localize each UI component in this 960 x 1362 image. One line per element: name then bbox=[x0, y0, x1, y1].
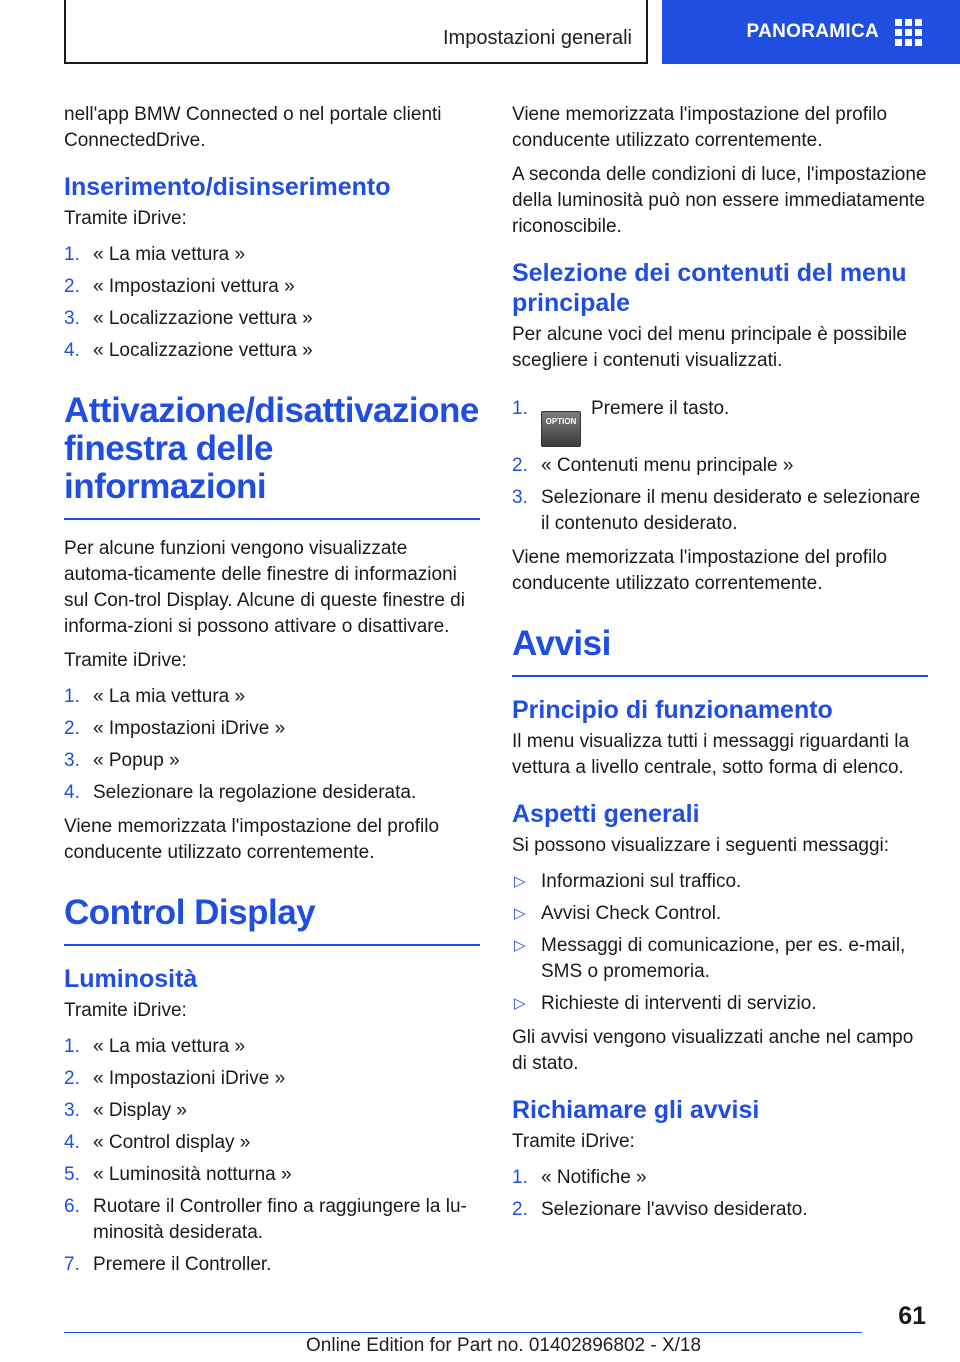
bullet-text: Messaggi di comunicazione, per es. e-mail, SMS o promemoria. bbox=[541, 935, 906, 982]
intro-text: nell'app BMW Connected o nel portale clienti ConnectedDrive. bbox=[64, 104, 442, 151]
step-number: 1. bbox=[512, 1167, 528, 1188]
header-section-box bbox=[64, 0, 648, 64]
step-text: « Control display » bbox=[93, 1132, 251, 1153]
list-item bbox=[64, 1252, 480, 1278]
steps-menu-principale bbox=[512, 396, 928, 537]
step-number: 1. bbox=[64, 686, 80, 707]
heading-attivazione: Attivazione/disattivazione finestra delle informazioni bbox=[64, 392, 480, 520]
list-item bbox=[64, 274, 480, 300]
bullet-text: Informazioni sul traffico. bbox=[541, 871, 742, 892]
heading-aspetti: Aspetti generali bbox=[512, 800, 700, 828]
note-profile-2: Viene memorizzata l'impostazione del profilo conducente utilizzato correntemente. bbox=[512, 104, 888, 151]
step-text: « Popup » bbox=[93, 750, 180, 771]
step-text: « Localizzazione vettura » bbox=[93, 308, 313, 329]
list-item bbox=[64, 1130, 480, 1156]
steps-luminosita bbox=[64, 1034, 480, 1278]
step-number: 4. bbox=[64, 1132, 80, 1153]
heading-control-display: Control Display bbox=[64, 894, 480, 946]
step-number: 3. bbox=[64, 308, 80, 329]
step-number: 2. bbox=[512, 455, 528, 476]
bullet-text: Richieste di interventi di servizio. bbox=[541, 993, 817, 1014]
step-number: 4. bbox=[64, 782, 80, 803]
bullets-messaggi bbox=[512, 869, 928, 1017]
list-item bbox=[512, 1165, 928, 1191]
bullet-triangle-icon: ▷ bbox=[514, 905, 526, 922]
step-text: Premere il Controller. bbox=[93, 1254, 272, 1275]
lead-idrive-3: Tramite iDrive: bbox=[64, 1000, 187, 1021]
step-text: « Luminosità notturna » bbox=[93, 1164, 292, 1185]
step-number: 2. bbox=[512, 1199, 528, 1220]
list-item bbox=[512, 869, 928, 895]
step-number: 2. bbox=[64, 1068, 80, 1089]
edition-text: Online Edition for Part no. 01402896802 - X/18 bbox=[306, 1335, 702, 1356]
step-number: 3. bbox=[64, 750, 80, 771]
step-text: « Notifiche » bbox=[541, 1167, 647, 1188]
option-button-icon: OPTION bbox=[541, 411, 581, 447]
step-number: 6. bbox=[64, 1196, 80, 1217]
list-item bbox=[64, 684, 480, 710]
step-number: 1. bbox=[64, 244, 80, 265]
steps-inserimento bbox=[64, 242, 480, 364]
para-attivazione: Per alcune funzioni vengono visualizzate automa-ticamente delle finestre di informazioni sul Con-trol Display. Alcune di queste finestre di informa-zioni si possono attivare o disattivare. bbox=[64, 538, 465, 637]
step-text: « Display » bbox=[93, 1100, 187, 1121]
step-text: « La mia vettura » bbox=[93, 244, 246, 265]
step-text: « Impostazioni vettura » bbox=[93, 276, 295, 297]
section-title: Impostazioni generali bbox=[443, 27, 632, 49]
bullet-triangle-icon: ▷ bbox=[514, 995, 526, 1012]
step-text: « Impostazioni iDrive » bbox=[93, 718, 286, 739]
heading-luminosita: Luminosità bbox=[64, 965, 198, 993]
step-number: 1. bbox=[64, 1036, 80, 1057]
footer-divider bbox=[64, 1332, 862, 1333]
heading-principio: Principio di funzionamento bbox=[512, 696, 833, 724]
step-number: 1. bbox=[512, 398, 528, 419]
right-column bbox=[512, 102, 928, 1231]
step-text: « Localizzazione vettura » bbox=[93, 340, 313, 361]
para-menu-principale: Per alcune voci del menu principale è possibile scegliere i contenuti visualizzati. bbox=[512, 324, 908, 371]
para-aspetti: Si possono visualizzare i seguenti messaggi: bbox=[512, 835, 890, 856]
grid-icon bbox=[895, 19, 922, 46]
list-item bbox=[512, 485, 928, 537]
heading-richiamare: Richiamare gli avvisi bbox=[512, 1096, 760, 1124]
para-stato: Gli avvisi vengono visualizzati anche nel campo di stato. bbox=[512, 1027, 914, 1074]
heading-inserimento: Inserimento/disinserimento bbox=[64, 173, 391, 201]
list-item bbox=[64, 1162, 480, 1188]
step-text: Selezionare l'avviso desiderato. bbox=[541, 1199, 808, 1220]
page-number: 61 bbox=[898, 1302, 926, 1330]
list-item bbox=[64, 780, 480, 806]
overview-tab-label: PANORAMICA bbox=[746, 21, 879, 42]
note-profile-1: Viene memorizzata l'impostazione del profilo conducente utilizzato correntemente. bbox=[64, 816, 440, 863]
step-number: 2. bbox=[64, 276, 80, 297]
step-text: « Impostazioni iDrive » bbox=[93, 1068, 286, 1089]
bullet-text: Avvisi Check Control. bbox=[541, 903, 722, 924]
bullet-triangle-icon: ▷ bbox=[514, 937, 526, 954]
step-number: 3. bbox=[512, 487, 528, 508]
step-number: 5. bbox=[64, 1164, 80, 1185]
step-text: Selezionare il menu desiderato e selezionare il contenuto desiderato. bbox=[541, 487, 921, 534]
list-item bbox=[64, 1194, 480, 1246]
lead-idrive-2: Tramite iDrive: bbox=[64, 650, 187, 671]
step-text: Ruotare il Controller fino a raggiungere la lu-minosità desiderata. bbox=[93, 1196, 467, 1243]
step-number: 3. bbox=[64, 1100, 80, 1121]
left-column bbox=[64, 102, 480, 1286]
heading-menu-principale: Selezione dei contenuti del menu principale bbox=[512, 259, 907, 317]
list-item bbox=[64, 338, 480, 364]
bullet-triangle-icon: ▷ bbox=[514, 873, 526, 890]
step-text: « La mia vettura » bbox=[93, 686, 246, 707]
steps-richiamare bbox=[512, 1165, 928, 1223]
step-text: « La mia vettura » bbox=[93, 1036, 246, 1057]
list-item bbox=[512, 901, 928, 927]
note-profile-3: Viene memorizzata l'impostazione del profilo conducente utilizzato correntemente. bbox=[512, 547, 888, 594]
list-item bbox=[64, 242, 480, 268]
list-item bbox=[64, 306, 480, 332]
lead-idrive-1: Tramite iDrive: bbox=[64, 208, 187, 229]
step-text: Selezionare la regolazione desiderata. bbox=[93, 782, 417, 803]
step-number: 2. bbox=[64, 718, 80, 739]
lead-idrive-4: Tramite iDrive: bbox=[512, 1131, 635, 1152]
step-number: 7. bbox=[64, 1254, 80, 1275]
step-text: « Contenuti menu principale » bbox=[541, 455, 794, 476]
list-item bbox=[512, 1197, 928, 1223]
list-item bbox=[512, 933, 928, 985]
list-item bbox=[64, 716, 480, 742]
list-item bbox=[512, 396, 928, 447]
list-item bbox=[64, 1034, 480, 1060]
steps-attivazione bbox=[64, 684, 480, 806]
heading-avvisi: Avvisi bbox=[512, 625, 928, 677]
step-number: 4. bbox=[64, 340, 80, 361]
list-item bbox=[64, 748, 480, 774]
list-item bbox=[64, 1066, 480, 1092]
note-light-conditions: A seconda delle condizioni di luce, l'impostazione della luminosità può non essere immediatamente riconoscibile. bbox=[512, 164, 927, 237]
list-item bbox=[64, 1098, 480, 1124]
para-principio: Il menu visualizza tutti i messaggi riguardanti la vettura a livello centrale, sotto forma di elenco. bbox=[512, 731, 910, 778]
step-text: Premere il tasto. bbox=[591, 398, 730, 419]
list-item bbox=[512, 991, 928, 1017]
overview-tab[interactable] bbox=[662, 0, 960, 64]
list-item bbox=[512, 453, 928, 479]
